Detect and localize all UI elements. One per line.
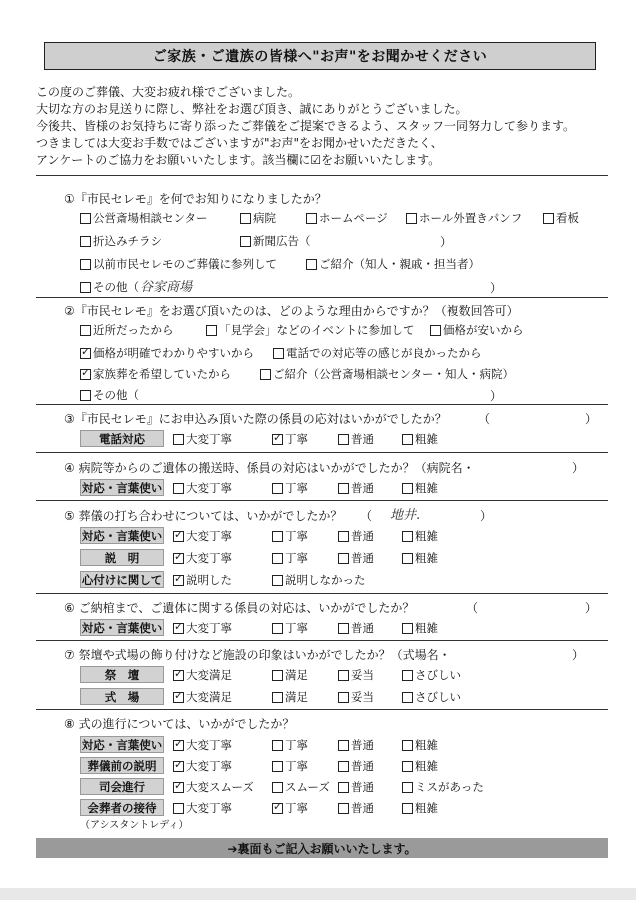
divider <box>36 297 608 298</box>
q1-opt[interactable]: ホームページ <box>306 210 388 226</box>
paren: ） <box>480 509 493 523</box>
q8-opt[interactable]: 普通 <box>338 779 374 795</box>
intro-line: つきましては大変お手数ではございますが"お声"をお聞かせいただきたく、 <box>36 136 443 150</box>
divider <box>36 452 608 453</box>
q5-question: ⑤ 葬儀の打ち合わせについては、いかがでしたか？ <box>64 509 343 523</box>
q8-opt[interactable]: 粗雑 <box>402 737 438 753</box>
paren: ） <box>585 412 598 426</box>
q7-opt[interactable]: ✓ 大変満足 <box>173 689 232 705</box>
q8-opt[interactable]: ✓ 大変丁寧 <box>173 737 232 753</box>
row-label: 司会進行 <box>80 778 164 795</box>
paren: （ <box>466 601 479 615</box>
paren: ） <box>490 389 503 403</box>
row-label: 心付けに関して <box>81 572 163 587</box>
q1-opt[interactable]: 以前市民セレモのご葬儀に参列して <box>80 256 277 272</box>
row-label: 対応・言葉使い <box>81 737 163 752</box>
row-label: 葬儀前の説明 <box>80 757 164 774</box>
q5-opt[interactable]: 丁寧 <box>272 528 308 544</box>
q8-opt[interactable]: ✓ 丁寧 <box>272 800 308 816</box>
row-label: 祭 壇 <box>80 666 164 683</box>
survey-title: ご家族・ご遺族の皆様へ"お声"をお聞かせください <box>44 42 596 70</box>
q2-opt[interactable]: その他（ <box>80 387 139 403</box>
q2-opt[interactable]: 電話での対応等の感じが良かったから <box>273 345 482 361</box>
paren: ） <box>490 281 503 295</box>
q8-opt[interactable]: 普通 <box>338 800 374 816</box>
q2-opt[interactable]: ご紹介（公営斎場相談センター・知人・病院） <box>260 366 514 382</box>
q7-question: ⑦ 祭壇や式場の飾り付けなど施設の印象はいかがでしたか？（式場名・ <box>64 648 451 662</box>
q8-opt[interactable]: ✓ 大変スムーズ <box>173 779 254 795</box>
row-label: 説 明 <box>80 549 164 566</box>
q5-opt[interactable]: 粗雑 <box>402 528 438 544</box>
q4-opt[interactable]: 粗雑 <box>402 480 438 496</box>
q2-question: ②『市民セレモ』をお選び頂いたのは、どのような理由からですか？（複数回答可） <box>64 304 519 318</box>
paren: （ <box>478 412 491 426</box>
q7-opt[interactable]: さびしい <box>402 689 461 705</box>
q8-opt[interactable]: 丁寧 <box>272 758 308 774</box>
q7-opt[interactable]: ✓ 大変満足 <box>173 667 232 683</box>
q8-opt[interactable]: 大変丁寧 <box>173 800 232 816</box>
q3-opt[interactable]: 普通 <box>338 431 374 447</box>
q6-opt[interactable]: ✓ 大変丁寧 <box>173 620 232 636</box>
row-label: 対応・言葉使い <box>81 528 163 543</box>
row-label: 式 場 <box>80 688 164 705</box>
row-label: 電話対応 <box>80 430 164 447</box>
q5-opt[interactable]: ✓ 説明した <box>173 572 232 588</box>
q2-opt[interactable]: ✓ 価格が明確でわかりやすいから <box>80 345 254 361</box>
q5-opt[interactable]: 普通 <box>338 528 374 544</box>
q1-opt[interactable]: ホール外置きパンフ <box>406 210 522 226</box>
q1-opt[interactable]: ご紹介（知人・親戚・担当者） <box>306 256 480 272</box>
q1-opt[interactable]: 病院 <box>240 210 276 226</box>
handwritten-answer: 地井. <box>390 508 421 523</box>
divider <box>36 640 608 641</box>
paren: ） <box>572 648 585 662</box>
q1-opt[interactable]: 公営斎場相談センター <box>80 210 208 226</box>
q5-opt[interactable]: 丁寧 <box>272 550 308 566</box>
q8-opt[interactable]: 丁寧 <box>272 737 308 753</box>
q8-opt[interactable]: スムーズ <box>272 779 330 795</box>
q5-opt[interactable]: 説明しなかった <box>272 572 366 588</box>
q8-opt[interactable]: ✓ 大変丁寧 <box>173 758 232 774</box>
q3-question: ③『市民セレモ』にお申込み頂いた際の係員の応対はいかがでしたか？ <box>64 412 447 426</box>
divider <box>36 593 608 594</box>
intro-text <box>36 84 616 169</box>
row-label: 対応・言葉使い <box>81 620 163 635</box>
footer-note: ➔裏面もご記入お願いいたします。 <box>36 838 608 858</box>
q7-opt[interactable]: 満足 <box>272 689 308 705</box>
q2-opt[interactable]: 「見学会」などのイベントに参加して <box>206 322 415 338</box>
q1-opt[interactable]: その他（ <box>80 279 139 295</box>
q2-opt[interactable]: 価格が安いから <box>430 322 524 338</box>
q5-opt[interactable]: ✓ 大変丁寧 <box>173 550 232 566</box>
divider <box>36 175 608 176</box>
q8-opt[interactable]: 粗雑 <box>402 800 438 816</box>
q4-opt[interactable]: 大変丁寧 <box>173 480 232 496</box>
q5-opt[interactable]: 粗雑 <box>402 550 438 566</box>
q8-opt[interactable]: 粗雑 <box>402 758 438 774</box>
q3-opt[interactable]: ✓ 丁寧 <box>272 431 308 447</box>
divider <box>36 404 608 405</box>
q6-opt[interactable]: 普通 <box>338 620 374 636</box>
q8-opt[interactable]: 普通 <box>338 758 374 774</box>
q3-opt[interactable]: 粗雑 <box>402 431 438 447</box>
divider <box>36 500 608 501</box>
paren: （ <box>360 509 373 523</box>
row-label: 会葬者の接待 <box>80 799 164 816</box>
q4-question: ④ 病院等からのご遺体の搬送時、係員の対応はいかがでしたか？（病院名・ <box>64 461 475 475</box>
q6-opt[interactable]: 粗雑 <box>402 620 438 636</box>
q7-opt[interactable]: 妥当 <box>338 689 374 705</box>
q7-opt[interactable]: 妥当 <box>338 667 374 683</box>
q4-opt[interactable]: 普通 <box>338 480 374 496</box>
q1-opt[interactable]: 看板 <box>543 210 579 226</box>
q5-opt[interactable]: ✓ 大変丁寧 <box>173 528 232 544</box>
intro-line: 大切な方のお見送りに際し、弊社をお選び頂き、誠にありがとうございました。 <box>36 102 468 116</box>
q6-question: ⑥ ご納棺まで、ご遺体に関する係員の対応は、いかがでしたか？ <box>64 601 415 615</box>
paren: ） <box>440 235 453 249</box>
q8-question: ⑧ 式の進行については、いかがでしたか？ <box>64 717 295 731</box>
q7-opt[interactable]: さびしい <box>402 667 461 683</box>
q4-opt[interactable]: 丁寧 <box>272 480 308 496</box>
q2-opt[interactable]: 近所だったから <box>80 322 174 338</box>
intro-line: この度のご葬儀、大変お疲れ様でございました。 <box>36 85 301 99</box>
q1-opt[interactable]: 新聞広告（ <box>240 233 311 249</box>
q1-opt[interactable]: 折込みチラシ <box>80 233 162 249</box>
paren: ） <box>585 601 598 615</box>
intro-line: 今後共、皆様のお気持ちに寄り添ったご葬儀をご提案できるよう、スタッフ一同努力して参ります。 <box>36 119 576 133</box>
row-label: 対応・言葉使い <box>81 480 163 495</box>
q3-opt[interactable]: 大変丁寧 <box>173 431 232 447</box>
q8-opt[interactable]: ミスがあった <box>402 779 484 795</box>
handwritten-answer: 谷家商場 <box>140 280 193 295</box>
q6-opt[interactable]: 丁寧 <box>272 620 308 636</box>
q1-question: ①『市民セレモ』を何でお知りになりましたか？ <box>64 192 327 206</box>
q5-opt[interactable]: 普通 <box>338 550 374 566</box>
q7-opt[interactable]: 満足 <box>272 667 308 683</box>
paren: ） <box>572 461 585 475</box>
intro-line: アンケートのご協力をお願いいたします。該当欄に☑をお願いいたします。 <box>36 153 441 167</box>
assistant-note: （アシスタントレディ） <box>80 820 189 831</box>
page-edge <box>0 888 636 900</box>
q8-opt[interactable]: 普通 <box>338 737 374 753</box>
divider <box>36 709 608 710</box>
q2-opt[interactable]: ✓ 家族葬を希望していたから <box>80 366 231 382</box>
